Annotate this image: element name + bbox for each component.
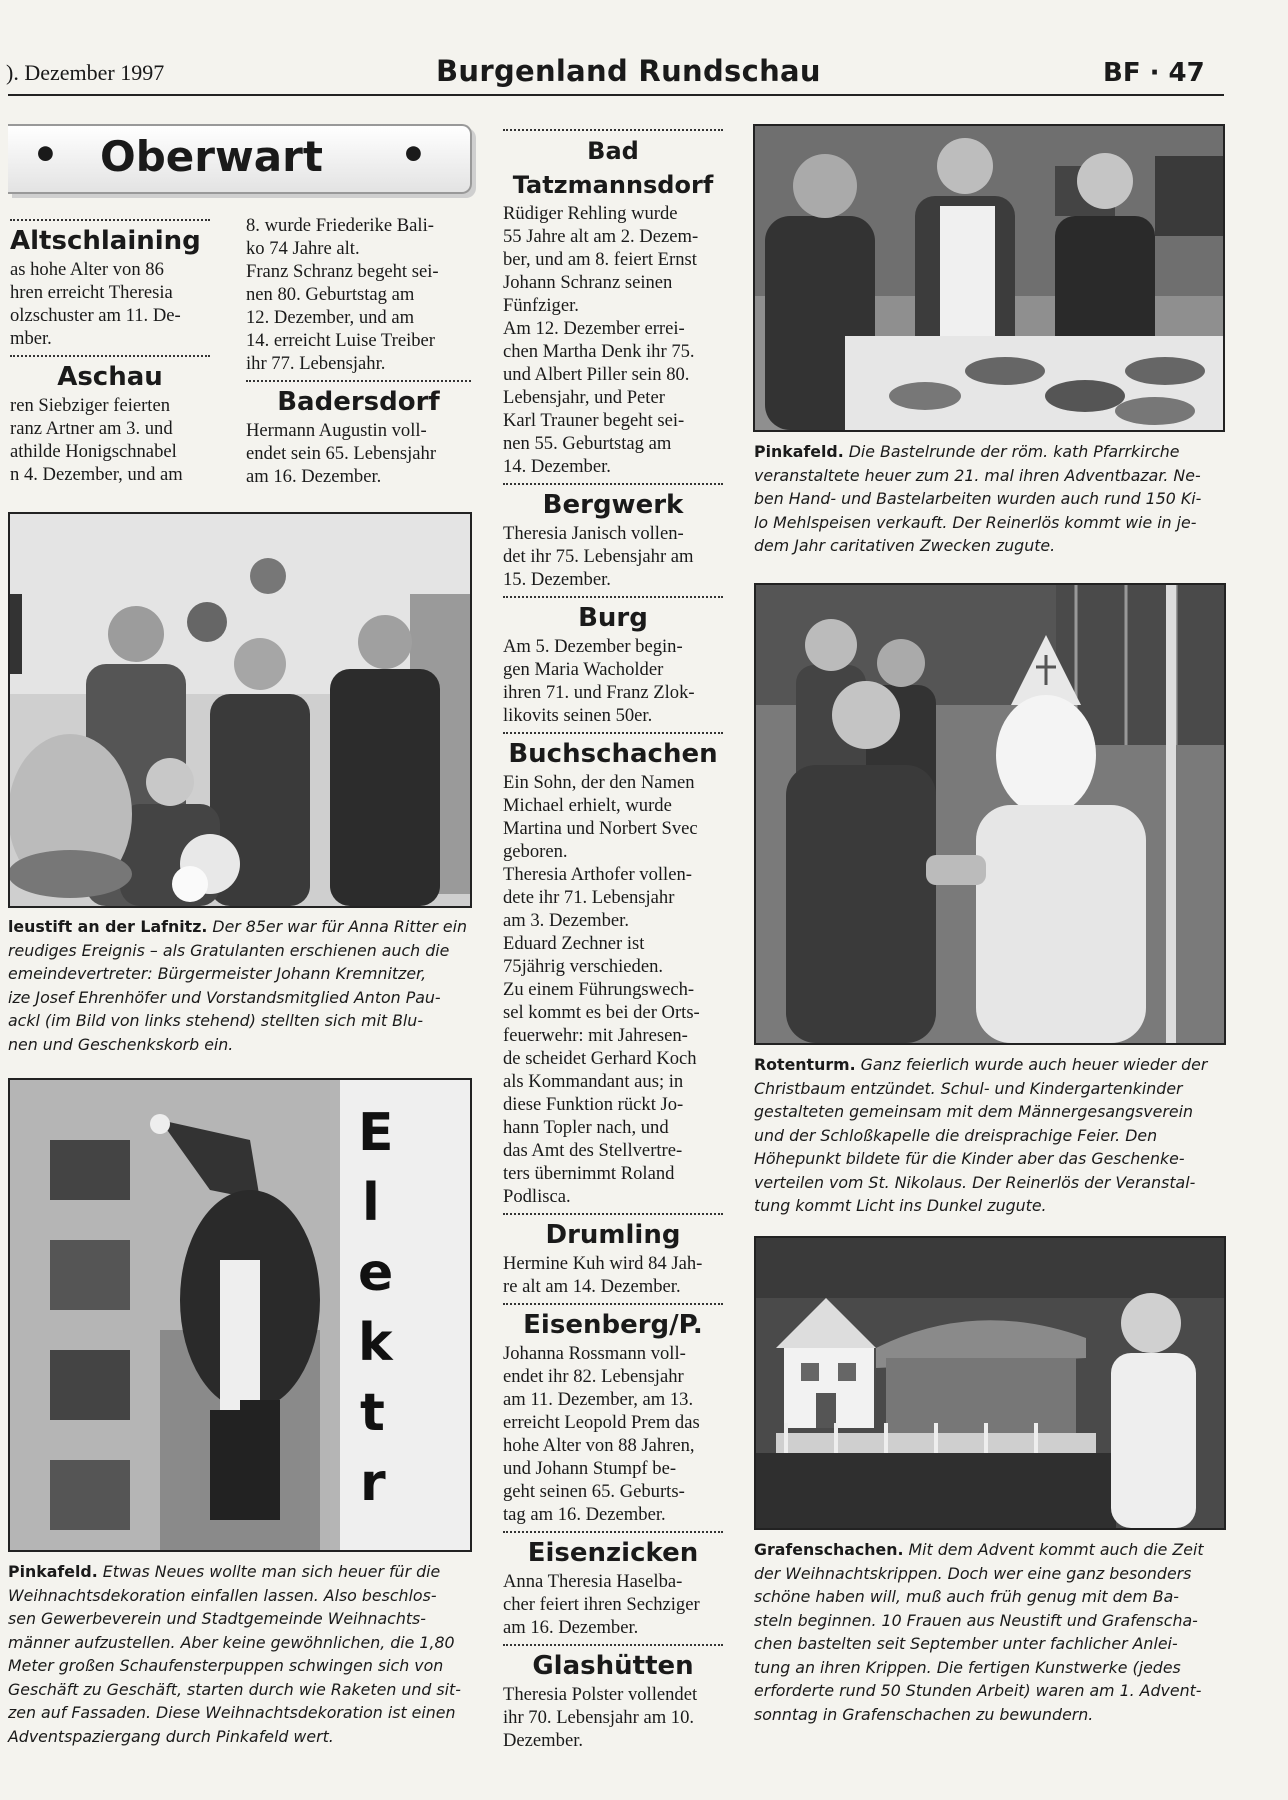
caption-pinkafeld-bazaar: Pinkafeld. Die Bastelrunde der röm. kath Pfarrkirche veranstaltete heuer zum 21. mal ihren Adventbazar. Ne- ben Hand- und Bastelarbeiten wurden auch rund 150 Ki- lo Mehlspeisen verkauft. Der Reinerlös kommt wie in je- dem Jahr caritativen Zwecken zugute.: [754, 442, 1202, 555]
heading-altschlaining: Altschlaining: [10, 226, 201, 256]
header-rule: [8, 94, 1224, 96]
caption-rotenturm: Rotenturm. Ganz feierlich wurde auch heuer wieder der Christbaum entzündet. Schul- und Kindergartenkinder gestalteten gemeinsam mit dem Männergesangsverein und der Schloßkapelle die dreisprachige Feier. Den Höhepunkt bildete für die Kinder aber das Geschenke- verteilen vom St. Nikolaus. Der Reinerlös der Veranstal- tung kommt Licht ins Dunkel zugute.: [754, 1055, 1208, 1215]
article-eisenzicken: Anna Theresia Haselba- cher feiert ihren Sechziger am 16. Dezember.: [503, 1571, 700, 1638]
heading-eisenberg: Eisenberg/P.: [523, 1310, 703, 1340]
dotted-separator: [503, 483, 723, 485]
page-date: ). Dezember 1997: [6, 60, 165, 85]
photo-pinkafeld-santa: [8, 1078, 472, 1552]
heading-burg: Burg: [578, 603, 648, 633]
section-banner: [8, 124, 472, 194]
heading-badersdorf: Badersdorf: [277, 387, 440, 417]
article-aschau-continued: 8. wurde Friederike Bali- ko 74 Jahre alt. Franz Schranz begeht sei- nen 80. Geburtstag am 12. Dezember, und am 14. erreicht Luise Treiber ihr 77. Lebensjahr.: [246, 215, 439, 374]
photo-pinkafeld-bazaar: [753, 124, 1225, 432]
heading-bergwerk: Bergwerk: [542, 490, 684, 520]
caption-grafenschachen: Grafenschachen. Mit dem Advent kommt auch die Zeit der Weihnachtskrippen. Doch wer eine ganz besonders schöne haben will, muß auch früh genug mit dem Ba- steln beginnen. 10 Frauen aus Neustift und Grafenscha- chen bastelten seit September unter fachlicher Anlei- tung an ihren Krippen. Die fertigen Kunstwerke (jedes erforderte rund 50 Stunden Arbeit) waren am 1. Advent- sonntag in Grafenschachen zu bewundern.: [754, 1540, 1204, 1724]
column-3: [503, 124, 723, 1752]
caption-pinkafeld-santa: Pinkafeld. Etwas Neues wollte man sich heuer für die Weihnachtsdekoration einfallen lassen. Also beschlos- sen Gewerbeverein und Stadtgemeinde Weihnachts- männer aufzustellen. Aber keine gewöhnlichen, die 1,80 Meter großen Schaufensterpuppen schwingen sich von Geschäft zu Geschäft, starten durch wie Raketen und sit- zen auf Fassaden. Diese Weihnachtsdekoration ist einen Adventspaziergang durch Pinkafeld wert.: [8, 1562, 461, 1746]
article-bad-tatzmannsdorf: Rüdiger Rehling wurde 55 Jahre alt am 2. Dezem- ber, und am 8. feiert Ernst Johann Schranz seinen Fünfziger. Am 12. Dezember errei- chen Martha Denk ihr 75. und Albert Piller sein 80. Lebensjahr, und Peter Karl Trauner begeht sei- nen 55. Geburtstag am 14. Dezember.: [503, 203, 699, 477]
article-eisenberg: Johanna Rossmann voll- endet ihr 82. Lebensjahr am 11. Dezember, am 13. erreicht Leopold Prem das hohe Alter von 88 Jahren, und Johann Stumpf be- geht seinen 65. Geburts- tag am 16. Dezember.: [503, 1343, 700, 1525]
photo-bazaar-illustration: [755, 126, 1223, 430]
article-drumling: Hermine Kuh wird 84 Jah- re alt am 14. Dezember.: [503, 1253, 703, 1297]
dotted-separator: [503, 1531, 723, 1533]
article-badersdorf: Hermann Augustin voll- endet sein 65. Lebensjahr am 16. Dezember.: [246, 420, 437, 487]
heading-glashuetten: Glashütten: [532, 1651, 694, 1681]
dotted-separator: [10, 219, 210, 221]
article-glashuetten: Theresia Polster vollendet ihr 70. Lebensjahr am 10. Dezember.: [503, 1684, 698, 1751]
shop-sign-letter: k: [358, 1313, 393, 1373]
banner-bullet-left: •: [32, 130, 59, 179]
heading-buchschachen: Buchschachen: [508, 739, 718, 769]
photo-grafenschachen: [754, 1236, 1226, 1530]
shop-sign-letter: E: [358, 1103, 394, 1163]
photo-crib-illustration: [756, 1238, 1224, 1528]
masthead: Burgenland Rundschau: [436, 54, 821, 88]
heading-eisenzicken: Eisenzicken: [527, 1538, 699, 1568]
banner-bullet-right: •: [400, 130, 427, 179]
photo-santa-illustration: [10, 1080, 470, 1550]
dotted-separator: [10, 355, 210, 357]
article-altschlaining: as hohe Alter von 86 hren erreicht Theresia olzschuster am 11. De- mber.: [10, 259, 181, 349]
heading-drumling: Drumling: [545, 1220, 681, 1250]
photo-neustift-group: [8, 512, 472, 908]
shop-sign-letter: r: [360, 1453, 386, 1513]
photo-neustift-illustration: [10, 514, 470, 906]
article-aschau: ren Siebziger feierten ranz Artner am 3. und athilde Honigschnabel n 4. Dezember, und am: [10, 395, 183, 485]
shop-sign-letter: l: [362, 1173, 380, 1233]
column-2: [246, 214, 471, 488]
dotted-separator: [503, 596, 723, 598]
photo-rotenturm-illustration: [756, 585, 1224, 1043]
article-bergwerk: Theresia Janisch vollen- det ihr 75. Lebensjahr am 15. Dezember.: [503, 523, 694, 590]
dotted-separator: [503, 129, 723, 131]
heading-bad-tatzmannsdorf: Bad Tatzmannsdorf: [512, 137, 714, 199]
caption-neustift: leustift an der Lafnitz. Der 85er war für Anna Ritter ein reudiges Ereignis – als Gratulanten erschienen auch die emeindevertreter: Bürgermeister Johann Kremnitzer, ize Josef Ehrenhöfer und Vorstandsmitglied Anton Pau- ackl (im Bild von links stehend) stellten sich mit Blu- nen und Geschenkskorb ein.: [8, 917, 467, 1054]
photo-rotenturm: [754, 583, 1226, 1045]
shop-sign-letter: e: [358, 1243, 394, 1303]
dotted-separator: [503, 1644, 723, 1646]
page-number: BF · 47: [1103, 58, 1205, 88]
shop-sign-letter: t: [360, 1383, 385, 1443]
dotted-separator: [503, 1213, 723, 1215]
banner-title: Oberwart: [100, 132, 323, 181]
dotted-separator: [503, 732, 723, 734]
heading-aschau: Aschau: [57, 362, 163, 392]
dotted-separator: [503, 1303, 723, 1305]
column-1: [10, 214, 210, 486]
article-burg: Am 5. Dezember begin- gen Maria Wacholder ihren 71. und Franz Zlok- likovits seinen 50er.: [503, 636, 695, 726]
dotted-separator: [246, 380, 471, 382]
article-buchschachen: Ein Sohn, der den Namen Michael erhielt, wurde Martina und Norbert Svec geboren. Theresia Arthofer vollen- dete ihr 71. Lebensjahr am 3. Dezember. Eduard Zechner ist 75jährig verschieden. Zu einem Führungswech- sel kommt es bei der Orts- feuerwehr: mit Jahresen- de scheidet Gerhard Koch als Kommandant aus; in diese Funktion rückt Jo- hann Topler nach, und das Amt des Stellvertre- ters übernimmt Roland Podlisca.: [503, 772, 700, 1207]
